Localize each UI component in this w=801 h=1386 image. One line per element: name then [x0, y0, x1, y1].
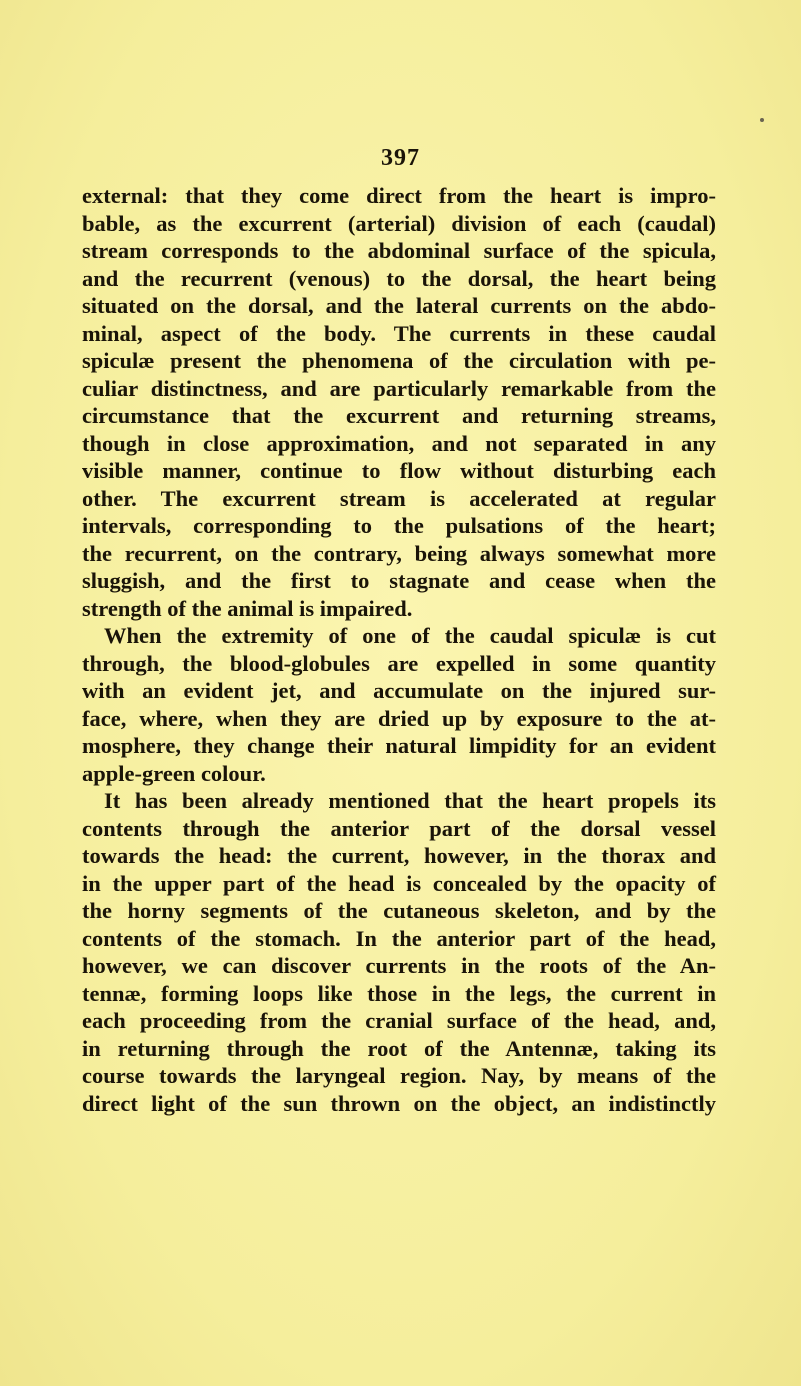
text-line: sluggish, and the first to stagnate and cease when the — [82, 568, 716, 593]
text-line: though in close approximation, and not separated in any — [82, 430, 716, 456]
text-line: bable, as the excurrent (arterial) division of each (caudal) — [82, 210, 716, 236]
text-line: mosphere, they change their natural limpidity for an evident — [82, 733, 716, 758]
page-number: 397 — [381, 145, 420, 171]
text-line: course towards the laryngeal region. Nay, by means of the — [82, 1063, 716, 1088]
text-line: tennæ, forming loops like those in the legs, the current in — [82, 980, 716, 1006]
text-line: in returning through the root of the Antennæ, taking its — [82, 1035, 716, 1061]
text-line: visible manner, continue to flow without disturbing each — [82, 458, 716, 483]
text-line: situated on the dorsal, and the lateral currents on the abdo- — [82, 293, 716, 318]
text-line: with an evident jet, and accumulate on the injured sur- — [82, 678, 716, 703]
text-line: intervals, corresponding to the pulsations of the heart; — [82, 513, 716, 538]
text-line: the horny segments of the cutaneous skeleton, and by the — [82, 898, 716, 923]
text-line: stream corresponds to the abdominal surface of the spicula, — [82, 238, 716, 263]
text-line: other. The excurrent stream is accelerated at regular — [82, 485, 716, 511]
text-line: each proceeding from the cranial surface of the head, and, — [82, 1008, 716, 1033]
text-line: spiculæ present the phenomena of the circulation with pe- — [82, 348, 716, 373]
text-line: contents of the stomach. In the anterior part of the head, — [82, 925, 716, 951]
text-line: It has been already mentioned that the heart propels its — [104, 788, 716, 813]
text-line: strength of the animal is impaired. — [82, 595, 413, 621]
text-line: apple-green colour. — [82, 760, 266, 786]
text-line: external: that they come direct from the heart is impro- — [82, 183, 716, 208]
body-text — [82, 182, 716, 1117]
text-line: minal, aspect of the body. The currents in these caudal — [82, 320, 716, 346]
speck-mark — [760, 118, 764, 122]
text-line: in the upper part of the head is concealed by the opacity of — [82, 870, 716, 896]
text-line: When the extremity of one of the caudal spiculæ is cut — [104, 623, 716, 648]
text-line: contents through the anterior part of the dorsal vessel — [82, 815, 716, 841]
text-line: and the recurrent (venous) to the dorsal, the heart being — [82, 265, 716, 291]
text-line: the recurrent, on the contrary, being always somewhat more — [82, 540, 716, 566]
text-line: circumstance that the excurrent and returning streams, — [82, 403, 716, 428]
text-line: face, where, when they are dried up by exposure to the at- — [82, 705, 716, 731]
text-line: direct light of the sun thrown on the object, an indistinctly — [82, 1090, 716, 1116]
text-line: through, the blood-globules are expelled in some quantity — [82, 650, 716, 676]
text-line: culiar distinctness, and are particularly remarkable from the — [82, 375, 716, 401]
text-line: however, we can discover currents in the roots of the An- — [82, 953, 716, 978]
text-line: towards the head: the current, however, in the thorax and — [82, 843, 716, 868]
